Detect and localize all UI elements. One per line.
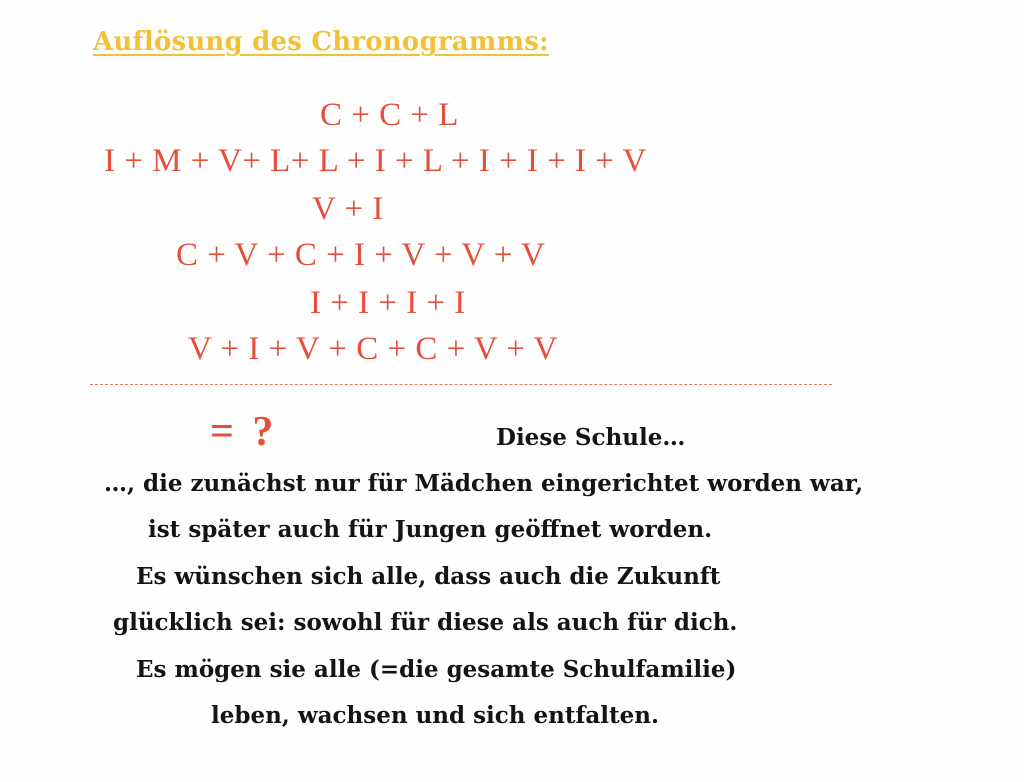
text-line: ist später auch für Jungen geöffnet worden. bbox=[148, 516, 713, 543]
text-line: leben, wachsen und sich entfalten. bbox=[211, 702, 660, 729]
chronogram-line: V + I bbox=[312, 191, 384, 227]
dashed-divider bbox=[90, 384, 832, 385]
text-line: Diese Schule… bbox=[496, 424, 686, 451]
chronogram-line: C + V + C + I + V + V + V bbox=[176, 237, 546, 273]
text-line: Es wünschen sich alle, dass auch die Zukunft bbox=[136, 563, 721, 590]
text-line: glücklich sei: sowohl für diese als auch für dich. bbox=[113, 609, 738, 636]
chronogram-line: C + C + L bbox=[320, 97, 459, 133]
chronogram-line: V + I + V + C + C + V + V bbox=[188, 331, 558, 367]
page-title: Auflösung des Chronogramms: bbox=[93, 27, 549, 57]
chronogram-line: I + I + I + I bbox=[310, 285, 466, 321]
chronogram-line: I + M + V+ L+ L + I + L + I + I + I + V bbox=[104, 143, 647, 179]
question-mark: = ? bbox=[210, 409, 278, 455]
text-line: …, die zunächst nur für Mädchen eingerichtet worden war, bbox=[104, 470, 864, 497]
text-line: Es mögen sie alle (=die gesamte Schulfamilie) bbox=[136, 656, 737, 683]
